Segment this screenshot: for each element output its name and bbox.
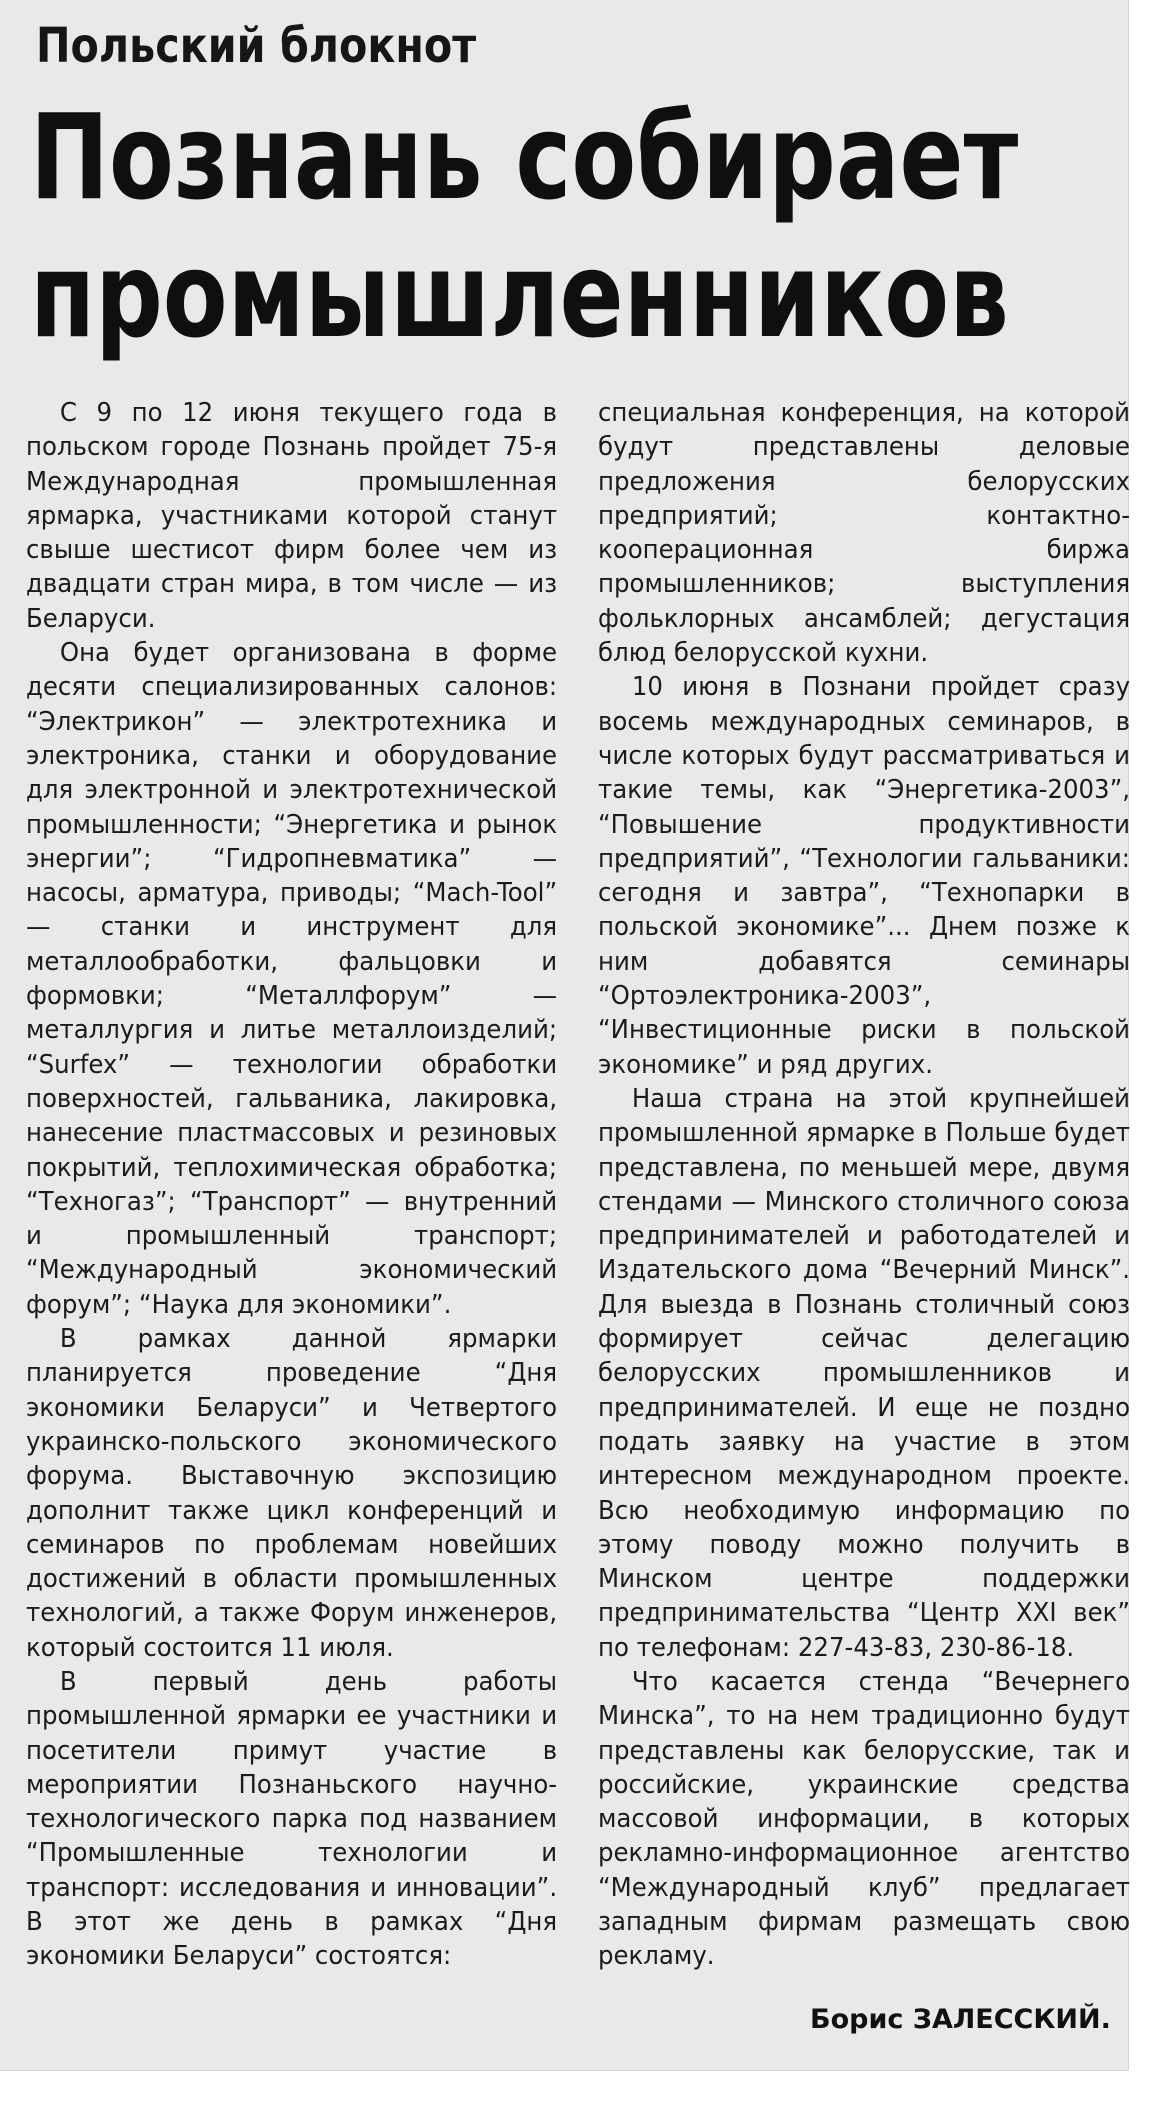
headline-line-2: промышленников [30,226,1009,364]
article-paragraph: 10 июня в Познани пройдет сразу восемь международных семинаров, в числе которых будут рассматриваться и такие темы, как “Энергетика-2003”, “Повышение продуктивности предприятий”, “Технологии гальваники: сегодня и завтра”, “Технопарки в польской экономике”... Днем позже к ним добавятся семинары “Ортоэлектроника-2003”, “Инвестиционные риски в польской экономике” и ряд других. [598,672,1131,1080]
article-paragraph: Она будет организована в форме десяти специализированных салонов: “Электрикон” — электротехника и электроника, станки и оборудование для электронной и электротехнической промышленности; “Энергетика и рынок энергии”; “Гидропневматика” — насосы, арматура, приводы; “Mach-Tool” — станки и инструмент для металлообработки, фальцовки и формовки; “Металлфорум” — металлургия и литье металлоизделий; “Surfex” — технологии обработки поверхностей, гальваника, лакировка, нанесение пластмассовых и резиновых покрытий, теплохимическая обработка; “Техногаз”; “Транспорт” — внутренний и промышленный транспорт; “Международный экономический форум”; “Наука для экономики”. [26,638,558,1320]
article-paragraph: Что касается стенда “Вечернего Минска”, то на нем традиционно будут представлены как белорусские, так и российские, украинские средства массовой информации, в которых рекламно-информационное агентство “Международный клуб” предлагает западным фирмам размещать свою рекламу. [598,1666,1131,1972]
headline-line-1: Познань собирает [30,88,1019,226]
article-column-left [26,396,556,1974]
article-column-right [598,396,1130,1974]
article-paragraph: В первый день работы промышленной ярмарки ее участники и посетители примут участие в мероприятии Познаньского научно-технологического парка под названием “Промышленные технологии и транспорт: исследования и инновации”. В этот же день в рамках “Дня экономики Беларуси” состоятся: [26,1666,558,1972]
rubric-title: Польский блокнот [36,18,477,74]
article-paragraph: Наша страна на этой крупнейшей промышленной ярмарке в Польше будет представлена, по меньшей мере, двумя стендами — Минского столичного союза предпринимателей и работодателей и Издательского дома “Вечерний Минск”. Для выезда в Познань столичный союз формирует сейчас делегацию белорусских промышленников и предпринимателей. И еще не поздно подать заявку на участие в этом интересном международном проекте. Всю необходимую информацию по этому поводу можно получить в Минском центре поддержки предпринимательства “Центр XXI век” по телефонам: 227-43-83, 230-86-18. [598,1083,1131,1663]
article-paragraph-continued: специальная конференция, на которой будут представлены деловые предложения белорусских предприятий; контактно-кооперационная биржа промышленников; выступления фольклорных ансамблей; дегустация блюд белорусской кухни. [598,398,1131,669]
article-paragraph: С 9 по 12 июня текущего года в польском городе Познань пройдет 75-я Международная промышленная ярмарка, участниками которой станут свыше шестисот фирм более чем из двадцати стран мира, в том числе — из Беларуси. [26,398,558,634]
article-paragraph: В рамках данной ярмарки планируется проведение “Дня экономики Беларуси” и Четвертого украинско-польского экономического форума. Выставочную экспозицию дополнит также цикл конференций и семинаров по проблемам новейших достижений в области промышленных технологий, а также Форум инженеров, который состоится 11 июля. [26,1324,558,1663]
author-signature: Борис ЗАЛЕССКИЙ. [810,2004,1111,2035]
headline [30,88,1018,364]
